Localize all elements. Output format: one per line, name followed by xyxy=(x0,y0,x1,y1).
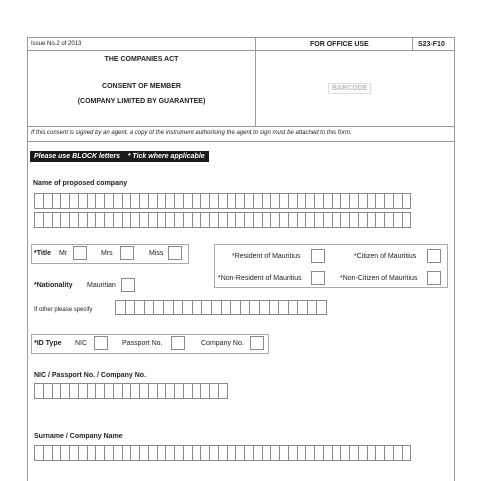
company-name-label: Name of proposed company xyxy=(33,180,128,187)
tick-note: * Tick where applicable xyxy=(127,153,205,160)
block-letters-note: Please use BLOCK letters xyxy=(34,153,120,160)
title-mr-checkbox[interactable] xyxy=(73,246,87,260)
non-resident-label: *Non-Resident of Mauritius xyxy=(218,275,302,282)
title-miss-label: Miss xyxy=(149,250,164,257)
non-resident-checkbox[interactable] xyxy=(311,271,325,285)
form-title: CONSENT OF MEMBER xyxy=(102,83,181,90)
surname-label: Surname / Company Name xyxy=(34,433,123,440)
id-nic-label: NIC xyxy=(75,340,88,347)
nationality-other-label: If other please specify xyxy=(34,307,93,313)
nationality-other-cells[interactable] xyxy=(115,300,326,315)
nationality-mauritian-checkbox[interactable] xyxy=(121,278,135,292)
id-type-label: *ID Type xyxy=(34,340,62,347)
header-bottom-rule xyxy=(28,126,454,127)
id-number-cells[interactable] xyxy=(34,383,227,399)
agent-notice: If this consent is signed by an agent, a copy of the instrument authorising the agent to sign must be attached to this form. xyxy=(31,130,352,136)
title-miss-checkbox[interactable] xyxy=(168,246,182,260)
id-passport-label: Passport No. xyxy=(122,340,163,347)
char-cell[interactable] xyxy=(316,300,327,315)
id-company-checkbox[interactable] xyxy=(250,336,264,350)
citizen-label: *Citizen of Mauritius xyxy=(354,253,417,260)
char-cell[interactable] xyxy=(402,193,412,209)
form-subtitle: (COMPANY LIMITED BY GUARANTEE) xyxy=(77,98,206,105)
company-name-row-2[interactable] xyxy=(34,212,410,228)
consent-form-page xyxy=(27,37,455,481)
id-number-label: NIC / Passport No. / Company No. xyxy=(34,372,147,379)
issue-number: Issue No.2 of 2013 xyxy=(31,41,82,47)
company-name-row-1[interactable] xyxy=(34,193,410,209)
barcode-area: BARCODE xyxy=(328,83,371,94)
char-cell[interactable] xyxy=(218,383,228,399)
title-label: *Title xyxy=(34,250,51,257)
act-title: THE COMPANIES ACT xyxy=(104,56,179,63)
notice-rule xyxy=(28,141,454,142)
surname-cells[interactable] xyxy=(34,445,410,461)
title-mrs-checkbox[interactable] xyxy=(120,246,134,260)
form-code: S23-F10 xyxy=(418,41,445,48)
office-use-label: FOR OFFICE USE xyxy=(310,41,369,48)
id-passport-checkbox[interactable] xyxy=(171,336,185,350)
header-rule xyxy=(28,50,454,51)
code-divider xyxy=(412,38,413,50)
nationality-label: *Nationality xyxy=(34,282,73,289)
nationality-mauritian-label: Mauritian xyxy=(87,282,116,289)
title-mrs-label: Mrs xyxy=(101,250,113,257)
non-citizen-checkbox[interactable] xyxy=(427,271,441,285)
title-mr-label: Mr xyxy=(59,250,68,257)
instructions-bar xyxy=(30,151,209,162)
resident-label: *Resident of Mauritius xyxy=(232,253,301,260)
resident-checkbox[interactable] xyxy=(311,249,325,263)
non-citizen-label: *Non-Citizen of Mauritius xyxy=(340,275,418,282)
id-nic-checkbox[interactable] xyxy=(94,336,108,350)
char-cell[interactable] xyxy=(402,445,412,461)
citizen-checkbox[interactable] xyxy=(427,249,441,263)
char-cell[interactable] xyxy=(402,212,412,228)
header-divider xyxy=(255,38,256,126)
id-company-label: Company No. xyxy=(201,340,244,347)
